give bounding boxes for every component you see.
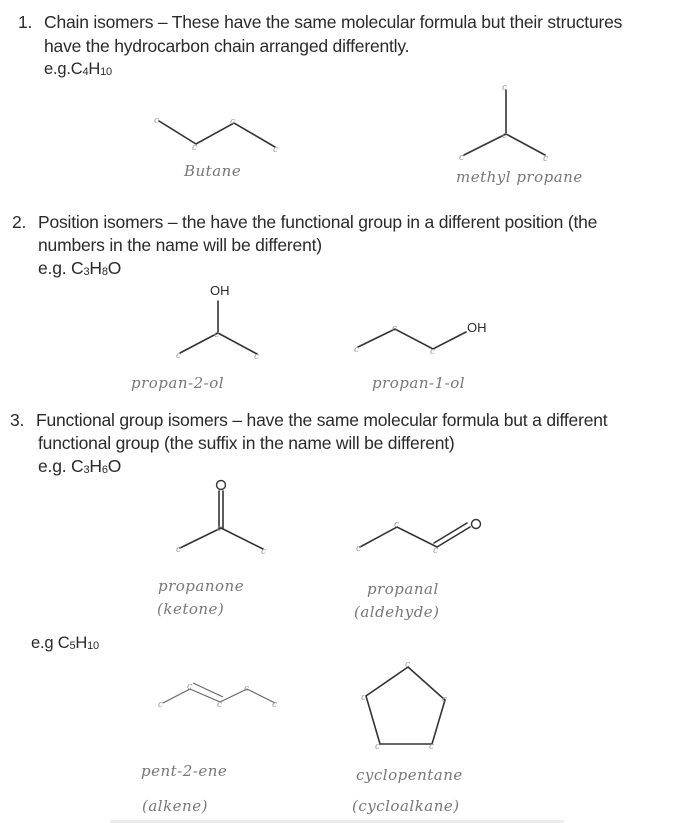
svg-text:c: c bbox=[502, 83, 508, 93]
section-title-line1: Functional group isomers – have the same molecular formula but a different bbox=[36, 410, 608, 430]
svg-text:c: c bbox=[430, 347, 436, 357]
svg-text:c: c bbox=[433, 546, 439, 556]
svg-text:c: c bbox=[459, 153, 465, 163]
section-2-formula bbox=[38, 257, 121, 283]
section-title-line1: Position isomers – the have the functional group in a different position (the bbox=[38, 212, 598, 232]
svg-text:c: c bbox=[187, 682, 193, 692]
formula-prefix: e.g. C bbox=[38, 258, 84, 278]
section-number: 3. bbox=[10, 410, 25, 430]
formula-h: H bbox=[88, 60, 101, 78]
section-number: 2. bbox=[12, 212, 27, 232]
svg-text:c: c bbox=[176, 351, 182, 361]
section-3-description: functional group (the suffix in the name will be different) bbox=[38, 433, 455, 453]
extra-example-formula bbox=[31, 632, 99, 657]
cyclopentane-label: cyclopentane bbox=[356, 766, 463, 784]
svg-text:c: c bbox=[405, 660, 411, 670]
propanal-label: propanal bbox=[367, 580, 439, 598]
methyl-propane-label: methyl propane bbox=[456, 168, 583, 186]
svg-text:c: c bbox=[154, 116, 160, 126]
formula-prefix: e.g.C bbox=[44, 60, 83, 78]
section-3-heading bbox=[10, 409, 607, 431]
propanone-structure bbox=[176, 481, 266, 558]
formula-prefix: e.g C bbox=[31, 634, 70, 652]
pent-2-ene-class-label: (alkene) bbox=[142, 797, 208, 815]
propanal-structure bbox=[356, 520, 481, 557]
svg-text:c: c bbox=[176, 545, 182, 555]
svg-text:c: c bbox=[429, 742, 435, 752]
svg-text:c: c bbox=[375, 742, 381, 752]
section-1-description: have the hydrocarbon chain arranged differently. bbox=[44, 36, 410, 56]
propan-1-ol-structure bbox=[354, 324, 466, 357]
section-2-description: numbers in the name will be different) bbox=[38, 235, 322, 255]
formula-h: H bbox=[89, 258, 102, 278]
formula-h-count: 10 bbox=[87, 640, 99, 652]
cyclopentane-structure bbox=[361, 660, 447, 752]
formula-h: H bbox=[89, 456, 102, 476]
svg-text:c: c bbox=[230, 117, 236, 127]
cyclopentane-class-label: (cycloalkane) bbox=[352, 797, 460, 815]
butane-label: Butane bbox=[184, 162, 242, 180]
section-title-line1: Chain isomers – These have the same molecular formula but their structures bbox=[44, 12, 623, 32]
pent-2-ene-label: pent-2-ene bbox=[141, 762, 228, 780]
svg-text:c: c bbox=[272, 700, 278, 710]
svg-text:c: c bbox=[442, 695, 448, 705]
formula-h-count: 8 bbox=[101, 266, 108, 278]
svg-text:c: c bbox=[261, 547, 267, 557]
svg-text:c: c bbox=[543, 154, 549, 164]
svg-text:c: c bbox=[217, 700, 223, 710]
svg-text:c: c bbox=[502, 131, 508, 141]
svg-text:c: c bbox=[392, 324, 398, 334]
section-3-formula bbox=[38, 455, 121, 481]
methyl-propane-structure bbox=[459, 83, 548, 164]
propan-2-ol-structure bbox=[176, 301, 259, 362]
formula-o: O bbox=[107, 456, 122, 476]
section-2-heading bbox=[12, 211, 597, 233]
pent-2-ene-structure bbox=[158, 682, 277, 710]
propan-2-ol-oh-group: OH bbox=[210, 283, 230, 298]
propanal-class-label: (aldehyde) bbox=[354, 603, 440, 621]
svg-text:c: c bbox=[158, 700, 164, 710]
svg-text:c: c bbox=[273, 145, 279, 155]
svg-text:c: c bbox=[254, 352, 260, 362]
formula-h: H bbox=[75, 634, 88, 652]
formula-c-count: 3 bbox=[83, 266, 90, 278]
propan-2-ol-label: propan-2-ol bbox=[131, 374, 225, 392]
butane-structure bbox=[154, 116, 278, 155]
svg-text:c: c bbox=[354, 345, 360, 355]
formula-prefix: e.g. C bbox=[38, 456, 84, 476]
formula-c-count: 4 bbox=[82, 66, 89, 78]
propanone-class-label: (ketone) bbox=[157, 600, 225, 618]
propan-1-ol-label: propan-1-ol bbox=[372, 374, 466, 392]
svg-text:c: c bbox=[217, 524, 223, 534]
svg-text:c: c bbox=[394, 520, 400, 530]
svg-text:c: c bbox=[192, 143, 198, 153]
formula-c-count: 5 bbox=[69, 640, 76, 652]
svg-text:c: c bbox=[356, 544, 362, 554]
svg-text:c: c bbox=[214, 330, 220, 340]
formula-h-count: 10 bbox=[100, 66, 112, 78]
propanone-label: propanone bbox=[158, 577, 245, 595]
section-number: 1. bbox=[18, 12, 33, 32]
svg-text:c: c bbox=[244, 684, 250, 694]
formula-c-count: 3 bbox=[83, 464, 90, 476]
svg-text:c: c bbox=[361, 693, 367, 703]
formula-h-count: 6 bbox=[101, 464, 108, 476]
formula-o: O bbox=[107, 258, 122, 278]
propan-1-ol-oh-group: OH bbox=[467, 320, 487, 335]
